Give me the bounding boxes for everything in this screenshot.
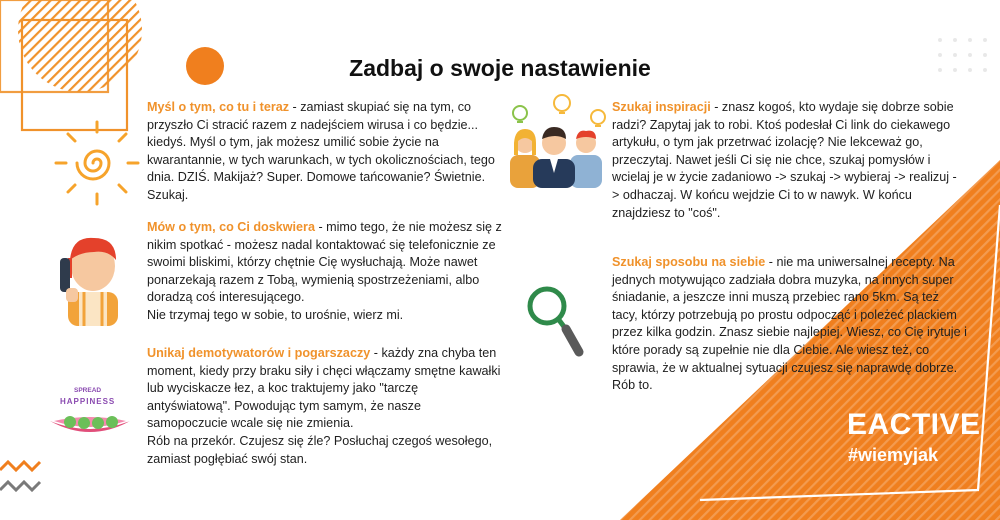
sun-icon bbox=[52, 118, 142, 208]
tip-body: - znasz kogoś, kto wydaje się dobrze sobie radzi? Zapytaj jak to robi. Ktoś podesłał Ci link do ciekawego artykułu, o tym jak przetrwać izolację? Nie lekceważ go, przeczytaj. Nawet jeśli Ci się nie chce, szukaj pomysłów i wcielaj je w życie zadaniowo -> szukaj -> wybieraj -> realizuj -> odhaczaj. W końcu wejdzie Ci to w nawyk. W końcu znajdziesz to "coś". bbox=[612, 100, 957, 220]
tip-body: - zamiast skupiać się na tym, co przyszło Ci stracić razem z nadejściem wirusa i co będzie... kiedyś. Myśl o tym, jak możesz umilić sobie życie na kwarantannie, w tych warunkach, w tych okolicznościach, tego dnia. DZIŚ. Makijaż? Super. Domowe tańcowanie? Świetnie. Szukaj. bbox=[147, 100, 495, 202]
tip-block-inspiration bbox=[612, 99, 962, 222]
tip-heading: Szukaj sposobu na siebie bbox=[612, 255, 766, 269]
brand-tagline: #wiemyjak bbox=[848, 445, 939, 465]
happiness-label: HAPPINESS bbox=[60, 397, 116, 406]
tip-heading: Mów o tym, co Ci doskwiera bbox=[147, 220, 315, 234]
tip-body-note: Nie trzymaj tego w sobie, to urośnie, wierz mi. bbox=[147, 307, 404, 322]
tip-block-demotivators bbox=[147, 345, 503, 468]
tip-body-note: Rób na przekór. Czujesz się źle? Posłuchaj czegoś wesołego, zamiast pogłębiać swój stan. bbox=[147, 433, 493, 466]
tip-block-talk bbox=[147, 219, 509, 325]
tip-heading: Myśl o tym, co tu i teraz bbox=[147, 100, 290, 114]
tip-heading: Unikaj demotywatorów i pogarszaczy bbox=[147, 346, 371, 360]
tip-body: - mimo tego, że nie możesz się z nikim spotkać - możesz nadal kontaktować się telefonicznie ze swoimi bliskimi, którzy chętnie Cię wysłuchają. Może nawet ponarzekają razem z Tobą, wymienią spostrzeżeniami, albo doradzą coś interesującego. bbox=[147, 220, 502, 305]
magnifier-icon bbox=[523, 282, 593, 362]
page-title: Zadbaj o swoje nastawienie bbox=[349, 55, 651, 81]
spread-happiness-peas-icon bbox=[46, 383, 134, 443]
tip-heading: Szukaj inspiracji bbox=[612, 100, 711, 114]
tip-body: - nie ma uniwersalnej recepty. Na jednych motywująco zadziała dobra muzyka, na innych super śniadanie, a jeszcze inni muszą przebiec rano 5km. Są też tacy, którzy potrzebują po prostu odpocząć i poleżeć plackiem przez kilka godzin. Znasz siebie najlepiej. Wiesz, co Cię irytuje i które porady są zupełnie nie dla Ciebie. Ale wiesz też, co sprawia, że w aktualnej sytuacji czujesz się naprawdę dobrze. Rób to. bbox=[612, 255, 967, 393]
brand-logo: EACTIVE bbox=[847, 408, 981, 441]
tip-block-own-way bbox=[612, 254, 968, 395]
tip-block-here-and-now bbox=[147, 99, 497, 205]
zigzag-orange-decoration bbox=[0, 462, 40, 470]
spread-label: SPREAD bbox=[74, 387, 102, 394]
team-ideas-icon bbox=[500, 93, 610, 188]
zigzag-grey-decoration bbox=[0, 482, 40, 490]
striped-circle-decoration bbox=[0, 0, 160, 100]
phone-call-person-icon bbox=[46, 230, 136, 326]
tip-body: - każdy zna chyba ten moment, kiedy przy braku siły i chęci włączamy smętne kawałki lub wyciskacze łez, a koc traktujemy jako "tarczę antyświatową". Powodując tym samym, że nasze samopoczucie wcale się nie zmienia. bbox=[147, 346, 501, 431]
